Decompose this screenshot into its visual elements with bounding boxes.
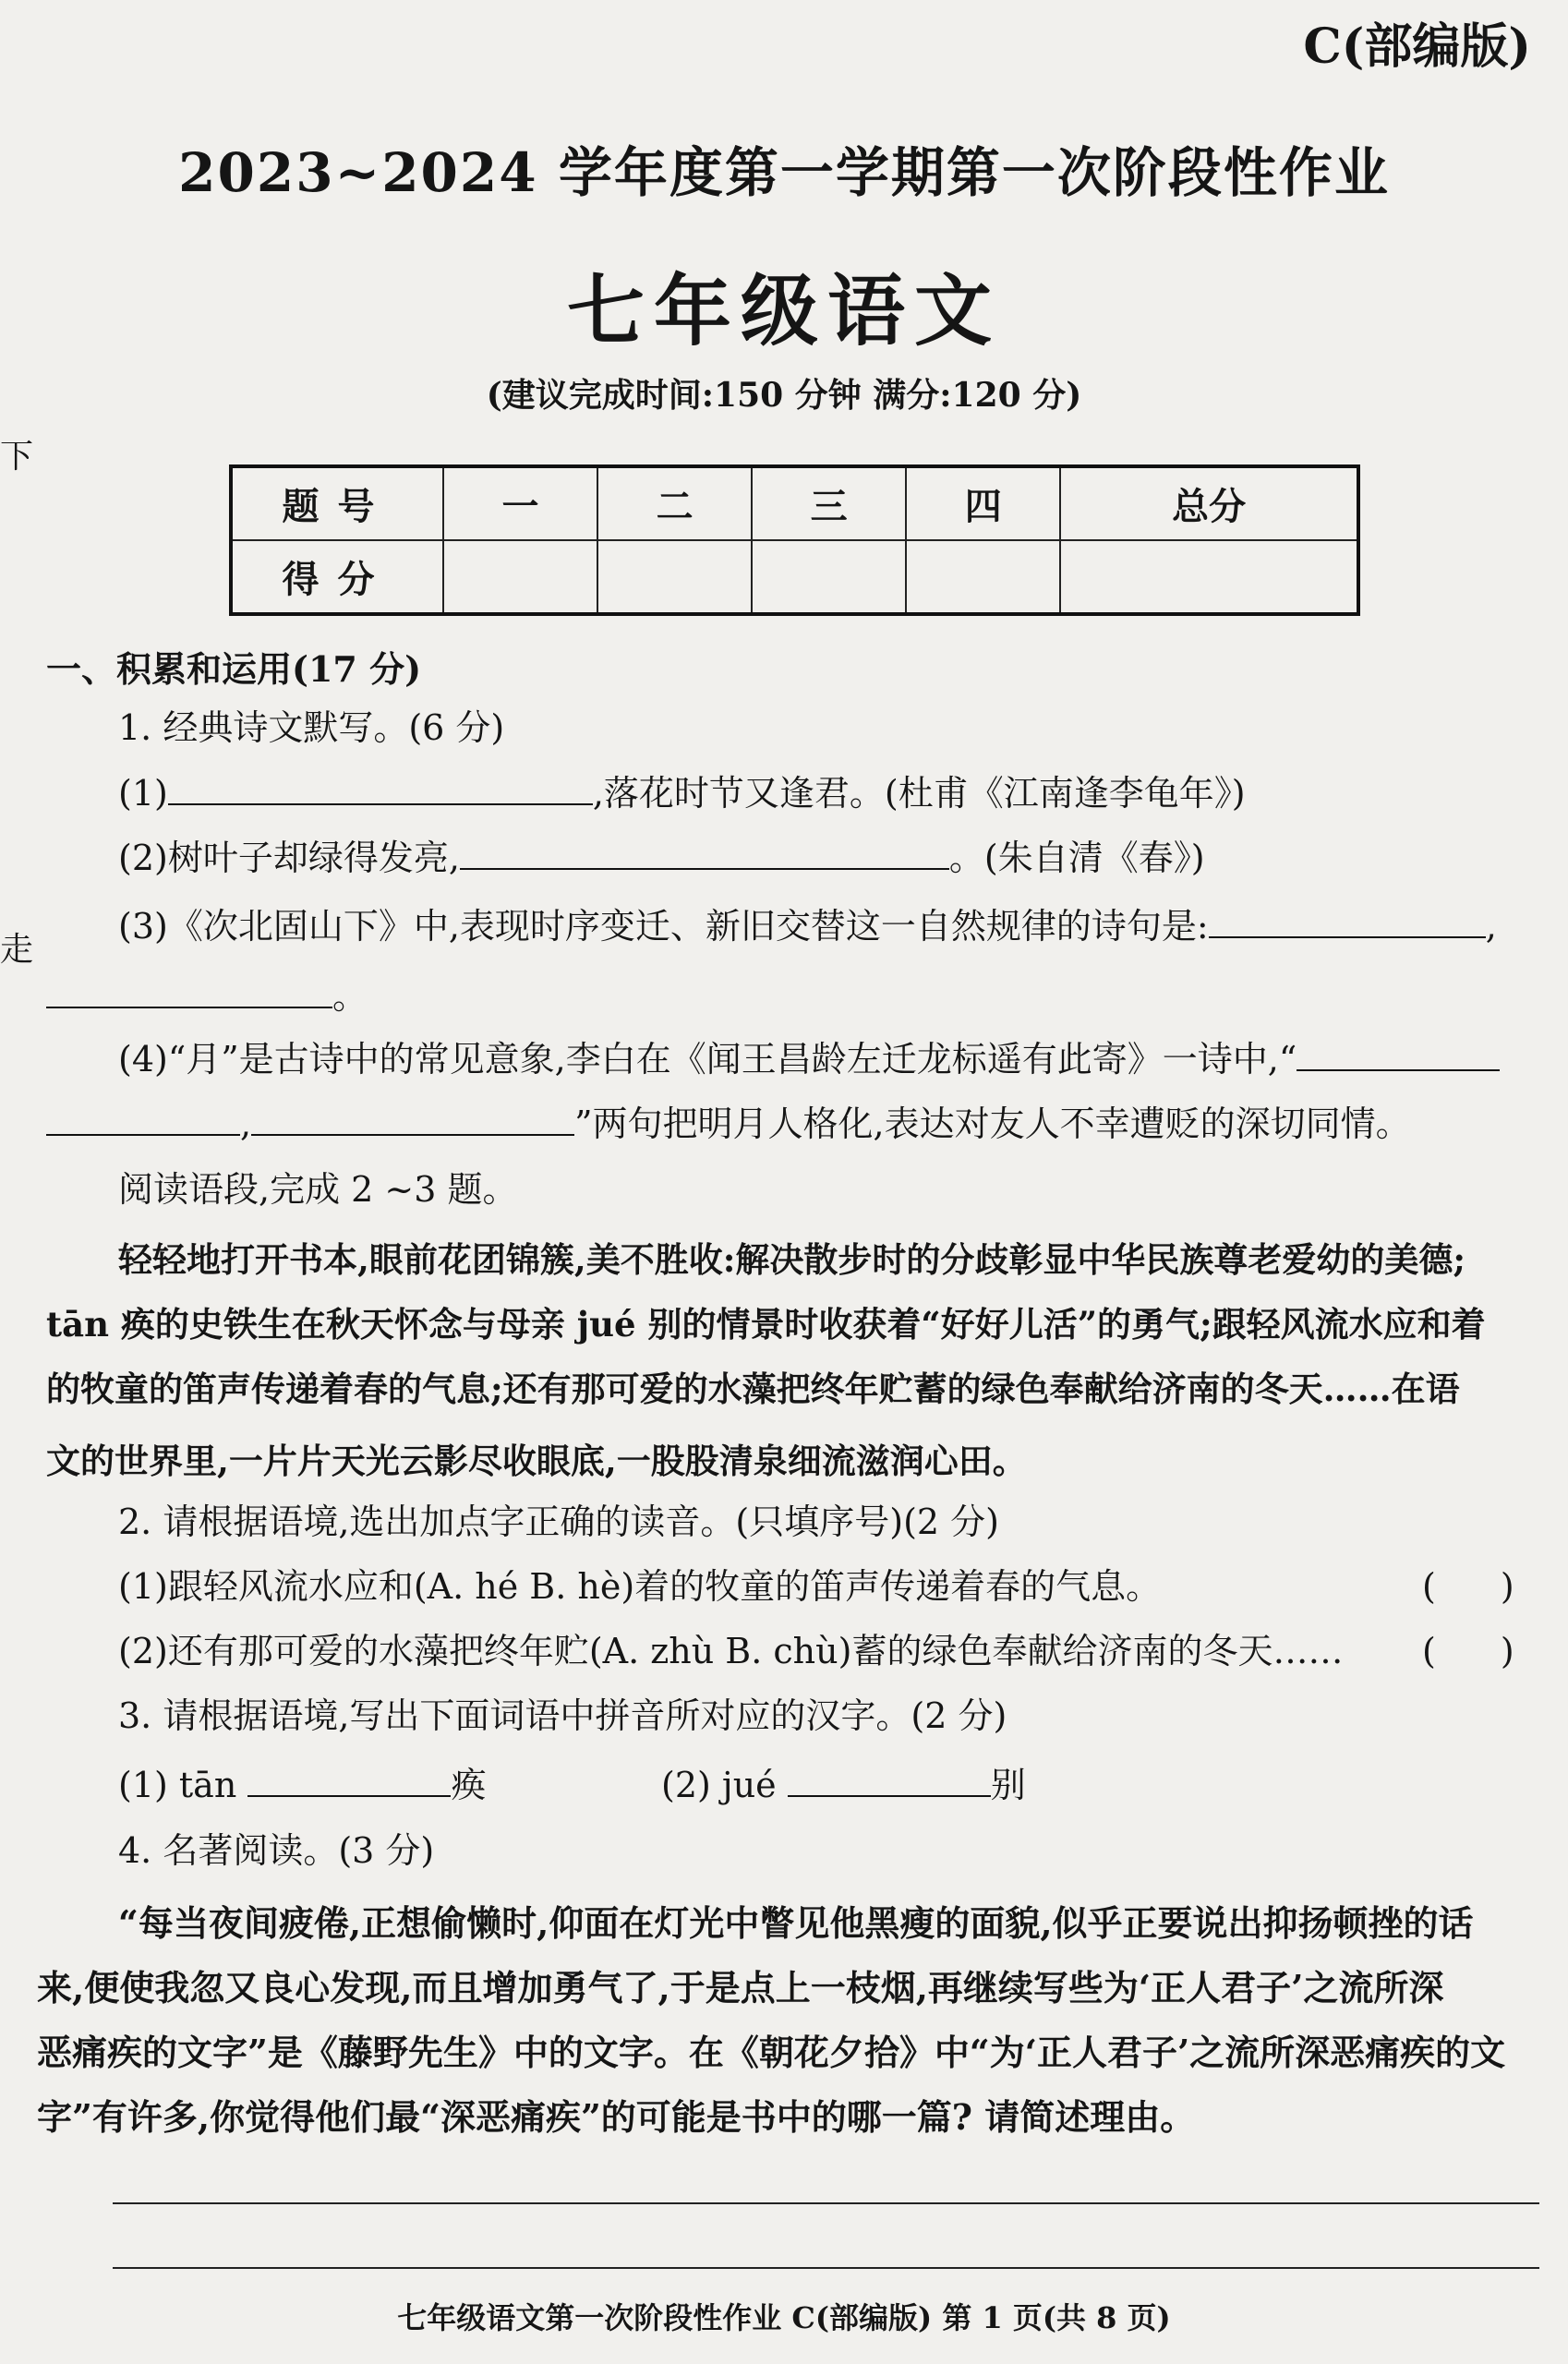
- question-4-title: 4. 名著阅读。(3 分): [118, 1830, 435, 1871]
- passage-line: 的牧童的笛声传递着春的气息;还有那可爱的水藻把终年贮蓄的绿色奉献给济南的冬天……在语: [46, 1369, 1460, 1409]
- question-text: ”两句把明月人格化,表达对友人不幸遭贬的深切同情。: [574, 1104, 1411, 1144]
- answer-blank[interactable]: [788, 1762, 991, 1797]
- answer-line[interactable]: [113, 2202, 1539, 2204]
- answer-blank[interactable]: [46, 973, 332, 1008]
- answer-blank[interactable]: [251, 1101, 574, 1136]
- passage-line: 轻轻地打开书本,眼前花团锦簇,美不胜收:解决散步时的分歧彰显中华民族尊老爱幼的美德;: [118, 1239, 1466, 1280]
- question-label: (1): [118, 773, 168, 814]
- question-1-3-continued: [46, 973, 368, 1019]
- edge-mark: 下: [0, 438, 34, 476]
- answer-line[interactable]: [113, 2267, 1539, 2269]
- question-1-3: [118, 903, 1497, 949]
- question-1-4: [118, 1036, 1500, 1082]
- score-table-header-row: [231, 466, 1358, 540]
- score-input-cell[interactable]: [752, 540, 906, 614]
- answer-blank[interactable]: [460, 835, 949, 870]
- paren-close: ): [1500, 1566, 1514, 1607]
- question-text: (1) tān: [118, 1765, 237, 1805]
- edition-label: C(部编版): [1303, 18, 1531, 75]
- score-table-cell: 三: [752, 466, 906, 540]
- paren-open: (: [1422, 1566, 1436, 1607]
- score-table-cell: 一: [443, 466, 597, 540]
- question-3-title: 3. 请根据语境,写出下面词语中拼音所对应的汉字。(2 分): [118, 1695, 1007, 1736]
- question-text: (4)“月”是古诗中的常见意象,李白在《闻王昌龄左迁龙标遥有此寄》一诗中,“: [118, 1039, 1297, 1079]
- question-text: 别: [990, 1765, 1026, 1805]
- question-text: 痪: [451, 1765, 487, 1805]
- answer-paren[interactable]: [1422, 1629, 1514, 1674]
- subject-title: 七年级语文: [566, 265, 1001, 356]
- question-1-4-continued: [46, 1101, 1411, 1147]
- question-4-text-line: “每当夜间疲倦,正想偷懒时,仰面在灯光中瞥见他黑瘦的面貌,似乎正要说出抑扬顿挫的话: [118, 1902, 1474, 1944]
- passage-line: 文的世界里,一片片天光云影尽收眼底,一股股清泉细流滋润心田。: [46, 1441, 1027, 1481]
- question-3-1: [118, 1762, 486, 1808]
- question-1-title: 1. 经典诗文默写。(6 分): [118, 707, 505, 748]
- score-table: [229, 464, 1360, 616]
- score-table-cell: 得分: [231, 540, 443, 614]
- question-text: (3)《次北固山下》中,表现时序变迁、新旧交替这一自然规律的诗句是:: [118, 906, 1209, 947]
- question-3-2: [661, 1762, 1026, 1808]
- exam-title: 2023~2024 学年度第一学期第一次阶段性作业: [178, 141, 1390, 204]
- reading-intro: 阅读语段,完成 2 ~3 题。: [118, 1169, 518, 1210]
- passage-line: tān 痪的史铁生在秋天怀念与母亲 jué 别的情景时收获着“好好儿活”的勇气;跟轻风流水应和着: [46, 1304, 1486, 1345]
- question-4-text-line: 恶痛疾的文字”是《藤野先生》中的文字。在《朝花夕拾》中“为‘正人君子’之流所深恶痛疾的文: [37, 2032, 1506, 2073]
- question-4-text-line: 字”有许多,你觉得他们最“深恶痛疾”的可能是书中的哪一篇? 请简述理由。: [37, 2096, 1196, 2138]
- score-input-cell[interactable]: [1060, 540, 1358, 614]
- time-info: (建议完成时间:150 分钟 满分:120 分): [486, 376, 1082, 415]
- question-text: (2) jué: [661, 1765, 777, 1805]
- section-heading: 一、积累和运用(17 分): [46, 648, 422, 690]
- question-1-1: [118, 770, 1246, 816]
- question-text: 。(朱自清《春》): [948, 838, 1205, 878]
- question-text: ,落花时节又逢君。(杜甫《江南逢李龟年》): [592, 773, 1246, 814]
- answer-blank[interactable]: [168, 770, 593, 805]
- answer-blank[interactable]: [1209, 903, 1486, 938]
- answer-blank[interactable]: [46, 1101, 240, 1136]
- score-input-cell[interactable]: [443, 540, 597, 614]
- paren-close: ): [1500, 1631, 1514, 1671]
- question-text: (2)树叶子却绿得发亮,: [118, 838, 460, 878]
- score-table-cell: 总分: [1060, 466, 1358, 540]
- punctuation: ,: [1485, 906, 1497, 947]
- score-table-cell: 二: [597, 466, 752, 540]
- answer-blank[interactable]: [1297, 1036, 1500, 1071]
- score-input-cell[interactable]: [906, 540, 1060, 614]
- answer-paren[interactable]: [1422, 1564, 1514, 1610]
- score-input-cell[interactable]: [597, 540, 752, 614]
- score-table-cell: 题号: [231, 466, 443, 540]
- score-table-cell: 四: [906, 466, 1060, 540]
- question-2-title: 2. 请根据语境,选出加点字正确的读音。(只填序号)(2 分): [118, 1502, 999, 1542]
- score-table-score-row: [231, 540, 1358, 614]
- edge-mark: 走: [0, 931, 34, 969]
- punctuation: ,: [240, 1104, 252, 1144]
- page-footer: 七年级语文第一次阶段性作业 C(部编版) 第 1 页(共 8 页): [397, 2300, 1171, 2335]
- question-4-text-line: 来,便使我忽又良心发现,而且增加勇气了,于是点上一枝烟,再继续写些为‘正人君子’之流所深: [37, 1967, 1444, 2008]
- paren-open: (: [1422, 1631, 1436, 1671]
- punctuation: 。: [332, 976, 368, 1017]
- answer-blank[interactable]: [247, 1762, 451, 1797]
- question-2-2: (2)还有那可爱的水藻把终年贮(A. zhù B. chù)蓄的绿色奉献给济南的冬天……: [118, 1631, 1344, 1671]
- question-1-2: [118, 835, 1205, 881]
- question-2-1: (1)跟轻风流水应和(A. hé B. hè)着的牧童的笛声传递着春的气息。: [118, 1566, 1162, 1607]
